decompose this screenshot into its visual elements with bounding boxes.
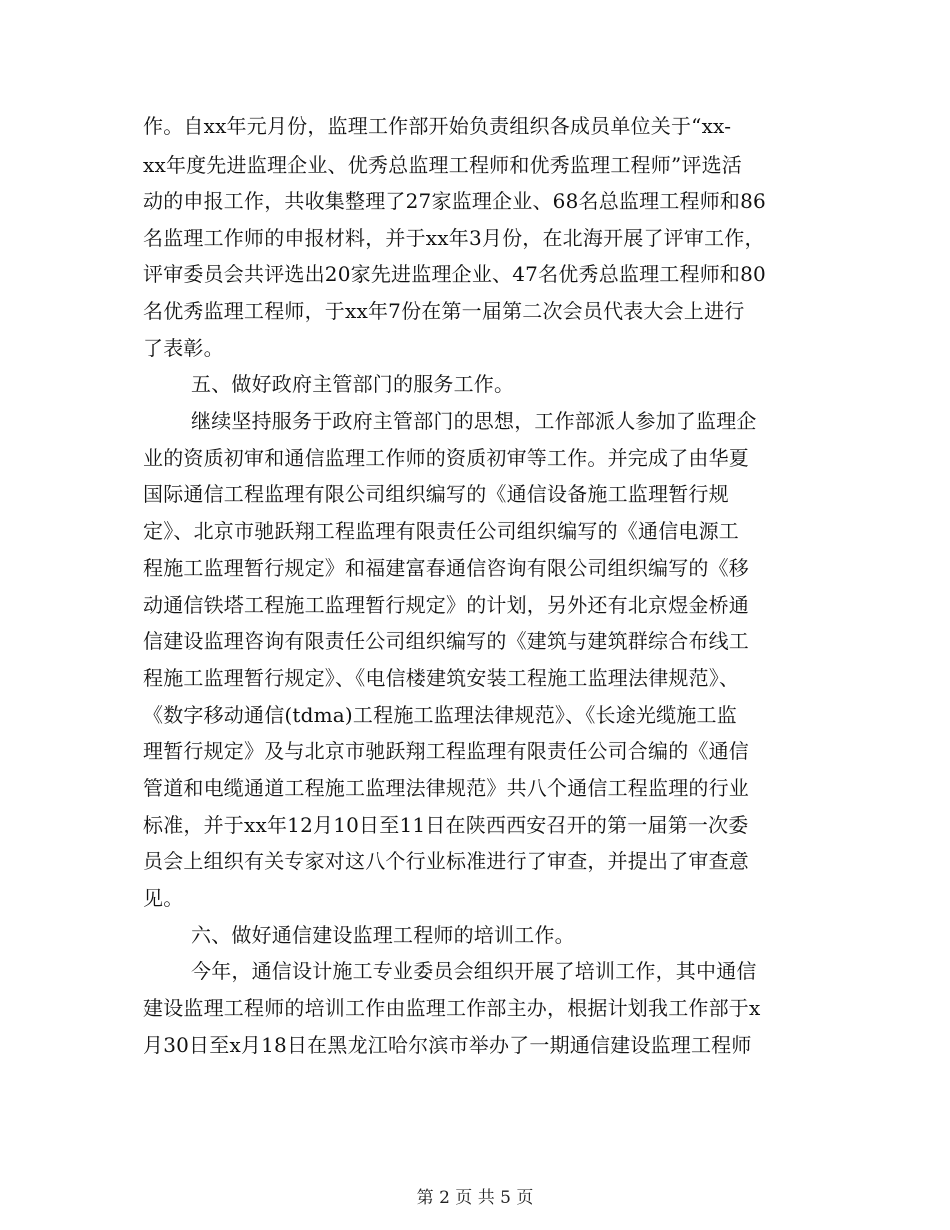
text-line: 名监理工作师的申报材料，并于xx年3月份，在北海开展了评审工作， <box>143 226 765 250</box>
text-line: 动通信铁塔工程施工监理暂行规定》的计划，另外还有北京煜金桥通 <box>143 593 749 617</box>
text-line: 程施工监理暂行规定》、《电信楼建筑安装工程施工监理法律规范》、 <box>143 666 740 690</box>
text-line: 业的资质初审和通信监理工作师的资质初审等工作。并完成了由华夏 <box>143 446 749 470</box>
section-heading: 五、做好政府主管部门的服务工作。 <box>191 372 515 396</box>
text-line: 信建设监理咨询有限责任公司组织编写的《建筑与建筑群综合布线工 <box>143 629 749 653</box>
text-line: 了表彰。 <box>143 336 224 360</box>
text-line: 动的申报工作，共收集整理了27家监理企业、68名总监理工程师和86 <box>143 189 766 213</box>
page-number-footer: 第 2 页 共 5 页 <box>416 1188 534 1208</box>
text-line: 作。自xx年元月份，监理工作部开始负责组织各成员单位关于“xx- <box>143 114 732 138</box>
paragraph-first-line: 今年，通信设计施工专业委员会组织开展了培训工作，其中通信 <box>191 959 757 983</box>
text-line: 评审委员会共评选出20家先进监理企业、47名优秀总监理工程师和80 <box>143 262 766 286</box>
text-line: 程施工监理暂行规定》和福建富春通信咨询有限公司组织编写的《移 <box>143 556 749 580</box>
text-line: 国际通信工程监理有限公司组织编写的《通信设备施工监理暂行规 <box>143 482 729 506</box>
text-line: 员会上组织有关专家对这八个行业标准进行了审查，并提出了审查意 <box>143 849 749 873</box>
text-line: 月30日至x月18日在黑龙江哈尔滨市举办了一期通信建设监理工程师 <box>143 1033 752 1057</box>
text-line: 理暂行规定》及与北京市驰跃翔工程监理有限责任公司合编的《通信 <box>143 739 749 763</box>
text-line: 《数字移动通信(tdma)工程施工监理法律规范》、《长途光缆施工监 <box>143 703 737 727</box>
text-line: 管道和电缆通道工程施工监理法律规范》共八个通信工程监理的行业 <box>143 776 749 800</box>
text-line: xx年度先进监理企业、优秀总监理工程师和优秀监理工程师”评选活 <box>143 153 742 177</box>
text-line: 名优秀监理工程师，于xx年7份在第一届第二次会员代表大会上进行 <box>143 299 745 323</box>
text-line: 定》、北京市驰跃翔工程监理有限责任公司组织编写的《通信电源工 <box>143 519 739 543</box>
text-line: 标准，并于xx年12月10日至11日在陕西西安召开的第一届第一次委 <box>143 813 749 837</box>
section-heading: 六、做好通信建设监理工程师的培训工作。 <box>191 923 575 947</box>
text-line: 见。 <box>143 886 184 910</box>
text-line: 建设监理工程师的培训工作由监理工作部主办，根据计划我工作部于x <box>143 996 761 1020</box>
paragraph-first-line: 继续坚持服务于政府主管部门的思想，工作部派人参加了监理企 <box>191 409 757 433</box>
